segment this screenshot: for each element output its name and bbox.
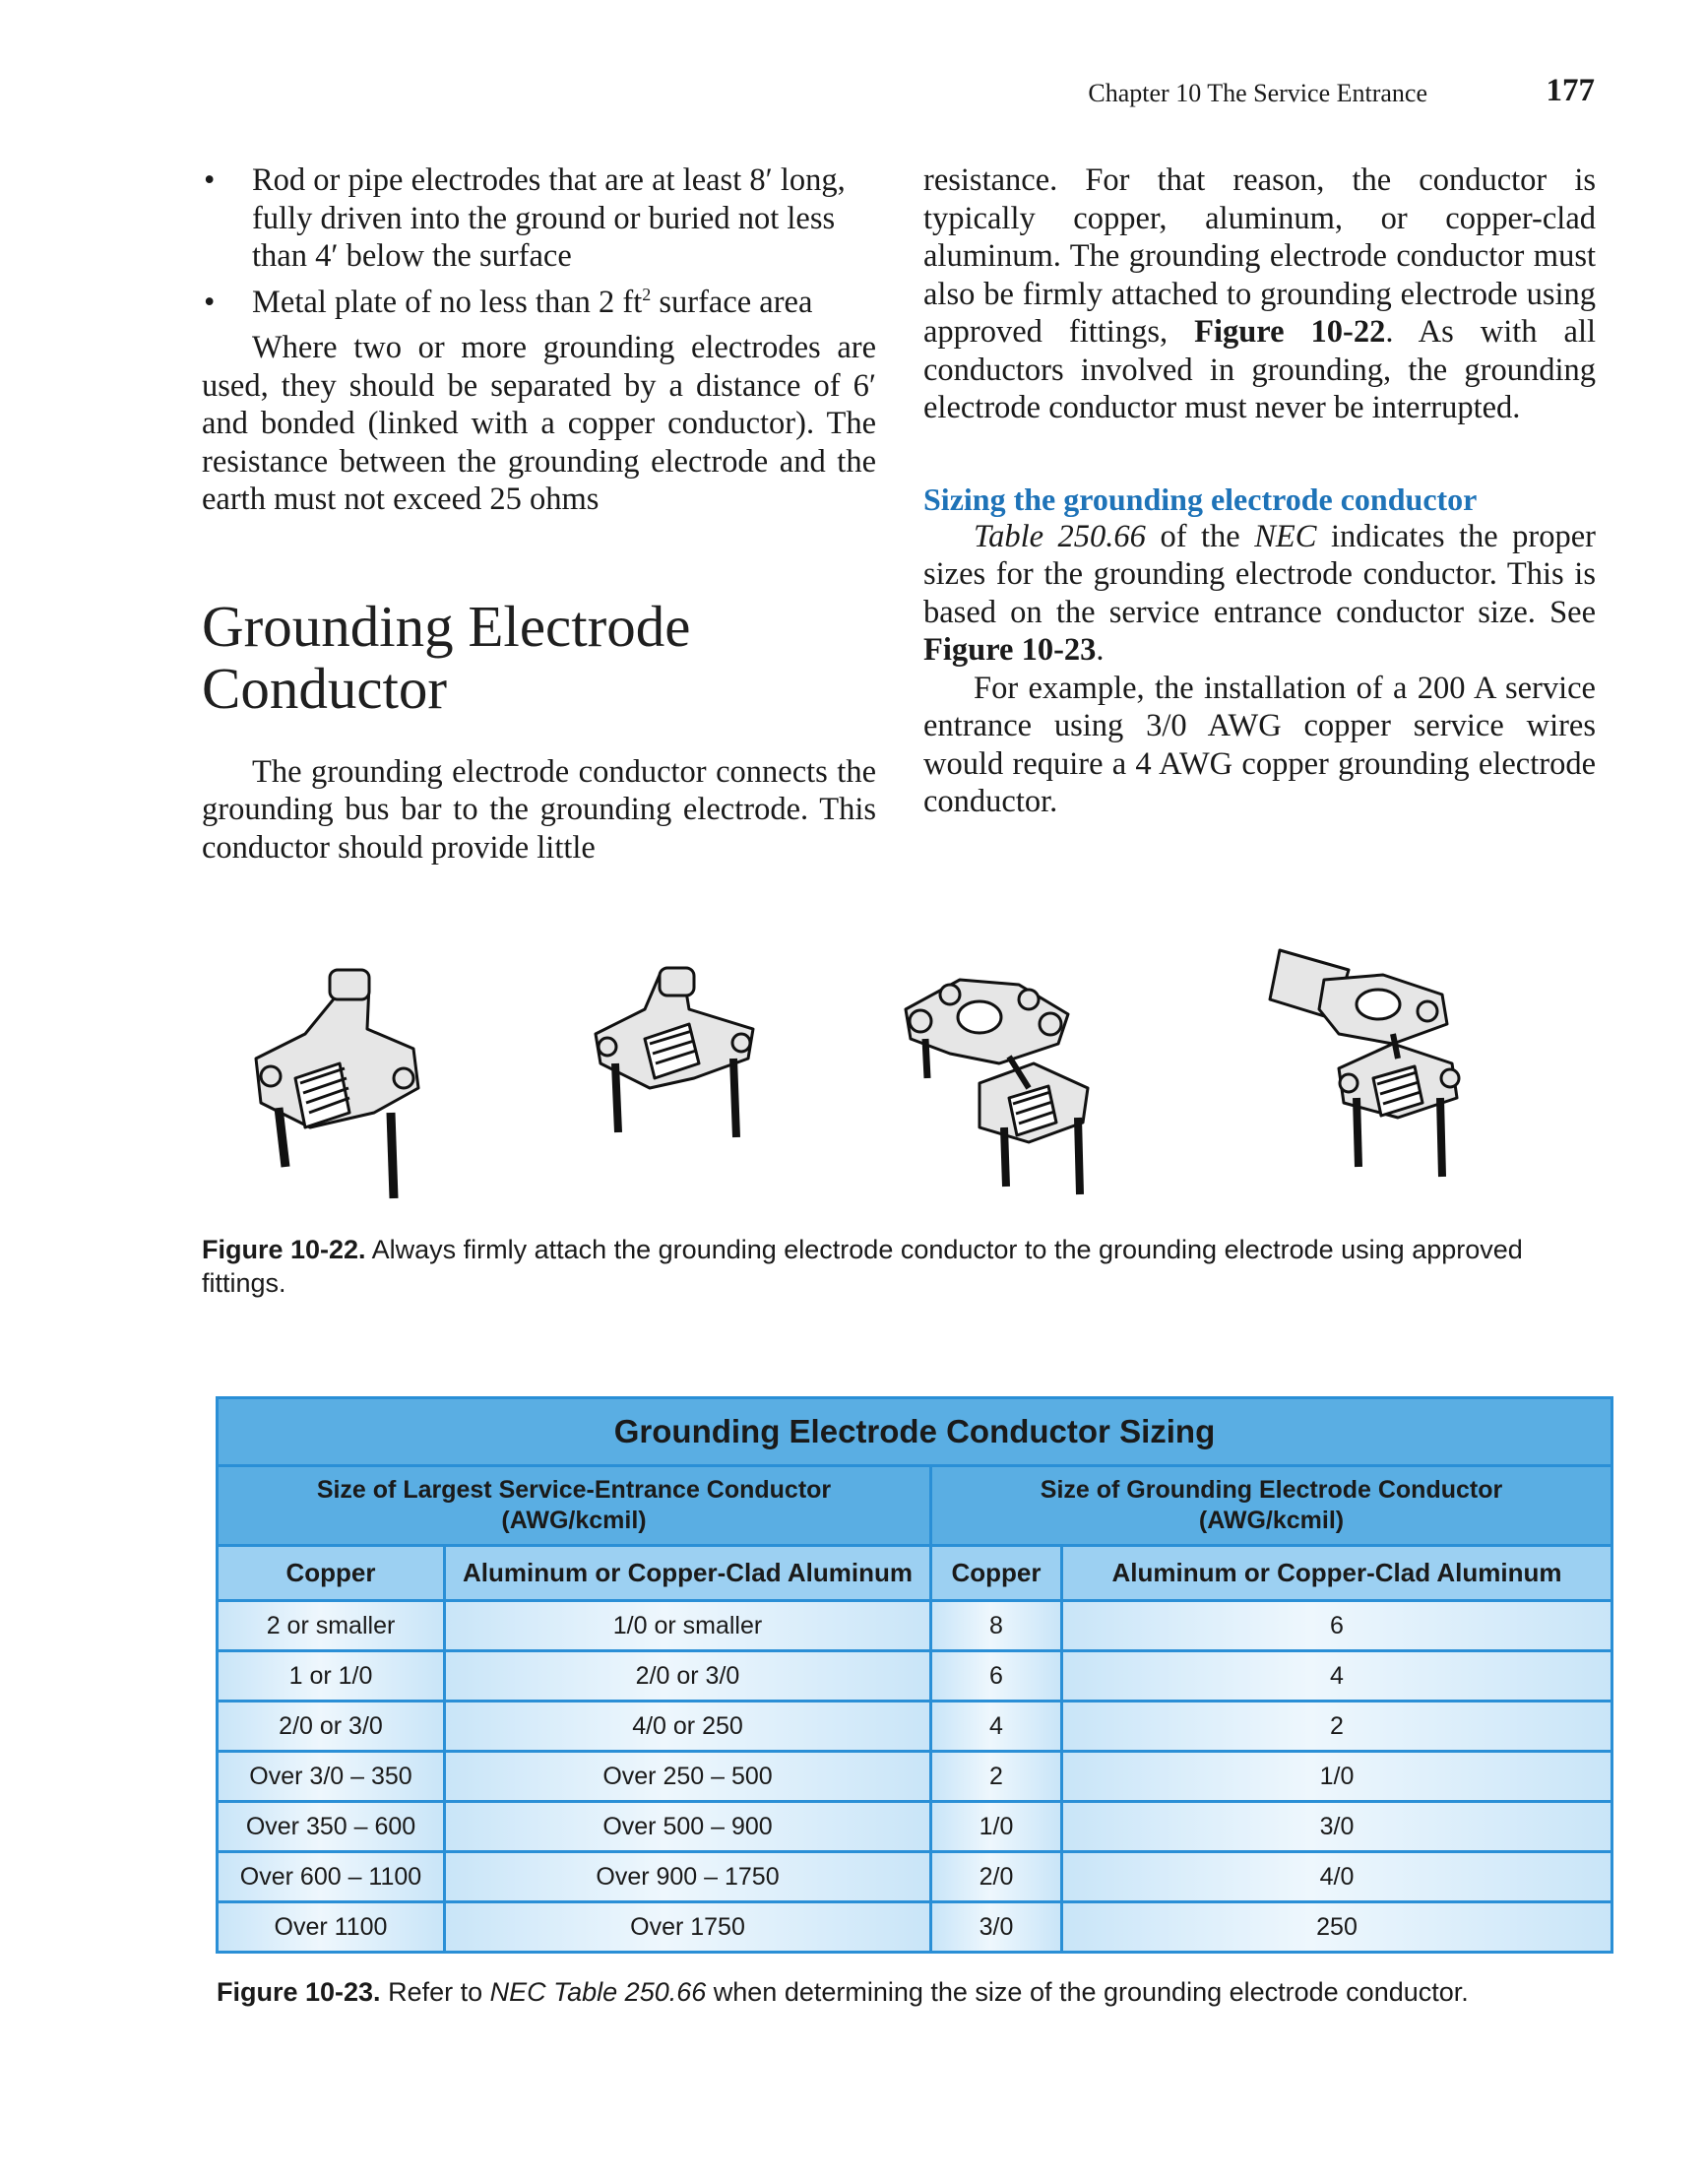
table-group-header: Size of Grounding Electrode Conductor (AWG/kcmil) bbox=[931, 1466, 1612, 1546]
electrode-bullet-list bbox=[202, 161, 876, 321]
figure-10-23-caption: Figure 10-23. Refer to NEC Table 250.66 when determining the size of the grounding electrode conductor. bbox=[217, 1977, 1469, 2007]
bullet-icon: • bbox=[204, 162, 216, 198]
table-group-header: Size of Largest Service-Entrance Conductor (AWG/kcmil) bbox=[218, 1466, 931, 1546]
table-row: Over 600 – 1100 Over 900 – 1750 2/0 4/0 bbox=[218, 1852, 1612, 1902]
column-header: Copper bbox=[931, 1546, 1062, 1601]
paragraph: Where two or more grounding electrodes are used, they should be separated by a distance of 6′ and bonded (linked with a copper conductor). The resistance between the grounding electrode and the earth must not exceed 25 ohms bbox=[202, 330, 876, 517]
table-title: Grounding Electrode Conductor Sizing bbox=[218, 1398, 1612, 1466]
figure-reference: Figure 10-22 bbox=[1194, 314, 1386, 350]
right-column bbox=[923, 161, 1596, 821]
table-row: Over 3/0 – 350 Over 250 – 500 2 1/0 bbox=[218, 1752, 1612, 1802]
subsection-heading: Sizing the grounding electrode conductor bbox=[923, 481, 1478, 517]
paragraph: Table 250.66 of the NEC indicates the proper sizes for the grounding electrode conductor. This is based on the service entrance conductor size. See Figure 10-23. bbox=[923, 518, 1597, 668]
ground-clamp-3-icon bbox=[906, 980, 1088, 1194]
section-heading: Grounding Electrode Conductor bbox=[202, 593, 691, 721]
left-column bbox=[202, 161, 876, 867]
paragraph: The grounding electrode conductor connects the grounding bus bar to the grounding electrode. This conductor should provide little bbox=[202, 753, 876, 866]
bullet-icon: • bbox=[204, 284, 216, 320]
column-header: Aluminum or Copper-Clad Aluminum bbox=[445, 1546, 931, 1601]
figure-10-22-caption: Figure 10-22. Always firmly attach the grounding electrode conductor to the grounding electrode using approved fittings. bbox=[202, 1235, 1523, 1298]
running-header bbox=[984, 73, 1595, 112]
ground-clamp-1-icon bbox=[256, 970, 418, 1198]
list-item: • Metal plate of no less than 2 $ft^2$ surface area bbox=[204, 284, 813, 320]
column-header: Aluminum or Copper-Clad Aluminum bbox=[1062, 1546, 1612, 1601]
paragraph: For example, the installation of a 200 A service entrance using 3/0 AWG copper service wires would require a 4 AWG copper grounding electrode conductor. bbox=[923, 670, 1596, 819]
ground-clamp-4-icon bbox=[1270, 950, 1459, 1177]
table-row: 1 or 1/0 2/0 or 3/0 6 4 bbox=[218, 1651, 1612, 1702]
chapter-title: Chapter 10 The Service Entrance bbox=[1088, 79, 1427, 107]
table-row: 2/0 or 3/0 4/0 or 250 4 2 bbox=[218, 1702, 1612, 1752]
figure-reference: Figure 10-23 bbox=[923, 632, 1097, 668]
table-row: Over 350 – 600 Over 500 – 900 1/0 3/0 bbox=[218, 1802, 1612, 1852]
ground-clamps-illustration bbox=[202, 940, 1596, 1216]
ground-clamp-2-icon bbox=[596, 968, 753, 1137]
page-number: 177 bbox=[1546, 73, 1595, 108]
figure-label: Figure 10-22. bbox=[202, 1235, 366, 1264]
figure-10-22-illustrations bbox=[202, 940, 1596, 1216]
list-item: • Rod or pipe electrodes that are at least 8′ long, fully driven into the ground or buried not less than 4′ below the surface bbox=[204, 162, 846, 274]
table-row: 2 or smaller 1/0 or smaller 8 6 bbox=[218, 1601, 1612, 1651]
figure-label: Figure 10-23. bbox=[217, 1977, 381, 2007]
table-row: Over 1100 Over 1750 3/0 250 bbox=[218, 1902, 1612, 1953]
paragraph: resistance. For that reason, the conductor is typically copper, aluminum, or copper-clad aluminum. The grounding electrode conductor must also be firmly attached to grounding electrode using approved fittings, Figure 10-22. As with all conductors involved in grounding, the grounding electrode conductor must never be interrupted. bbox=[923, 162, 1597, 425]
column-header: Copper bbox=[218, 1546, 445, 1601]
grounding-conductor-sizing-table bbox=[216, 1396, 1613, 1954]
